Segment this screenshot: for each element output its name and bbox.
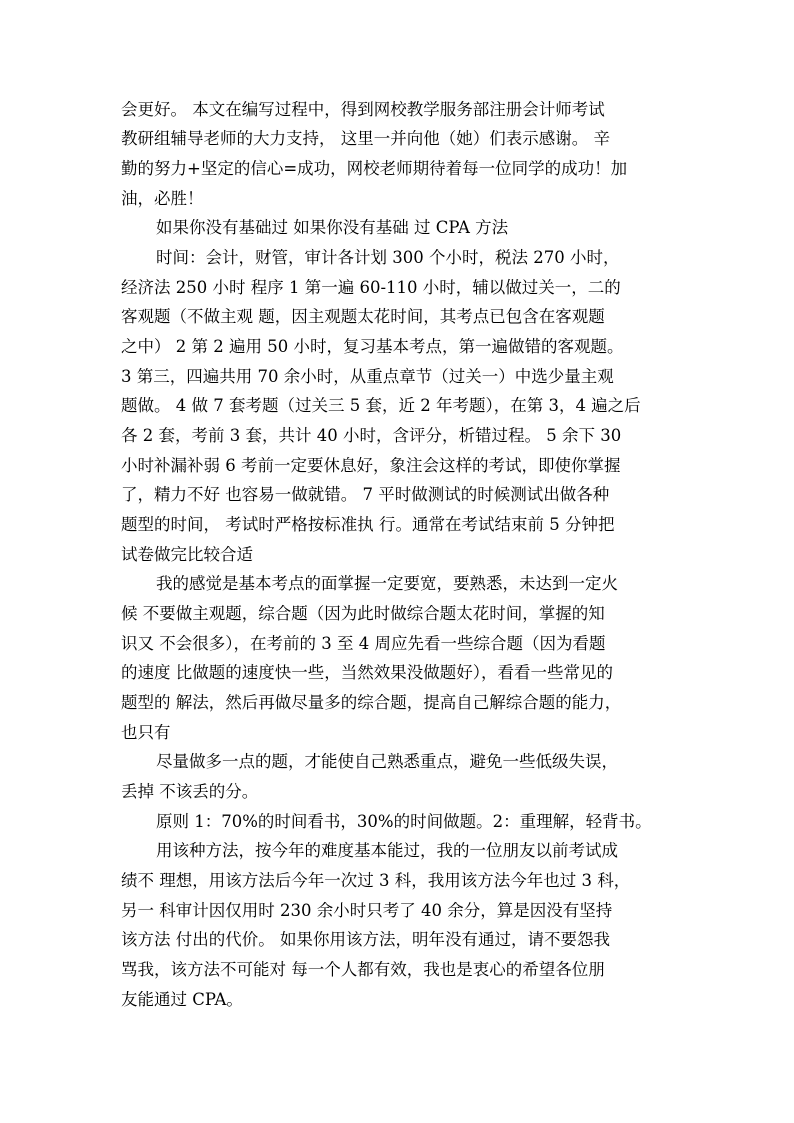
text-line: 也只有	[121, 723, 171, 742]
text-line: 教研组辅导老师的大力支持， 这里一并向他（她）们表示感谢。 辛	[121, 129, 610, 148]
text-line: 题型的时间， 考试时严格按标准执 行。通常在考试结束前 5 分钟把	[121, 515, 615, 534]
text-line: 试卷做完比较合适	[121, 545, 253, 564]
text-line: 客观题（不做主观 题，因主观题太花时间，其考点已包含在客观题	[121, 307, 605, 326]
text-line: 经济法 250 小时 程序 1 第一遍 60-110 小时，辅以做过关一，二的	[121, 278, 621, 297]
text-line: 题型的 解法，然后再做尽量多的综合题，提高自己解综合题的能力，	[121, 693, 622, 712]
text-line: 友能通过 CPA。	[121, 990, 243, 1009]
text-line: 原则 1：70%的时间看书，30%的时间做题。2：重理解，轻背书。	[156, 812, 652, 831]
text-line: 尽量做多一点的题，才能使自己熟悉重点，避免一些低级失误，	[156, 752, 618, 771]
text-line: 小时补漏补弱 6 考前一定要休息好，象注会这样的考试，即使你掌握	[121, 456, 621, 475]
text-line: 另一 科审计因仅用时 230 余小时只考了 40 余分，算是因没有坚持	[121, 901, 613, 920]
text-line: 用该种方法，按今年的难度基本能过，我的一位朋友以前考试成	[156, 841, 618, 860]
text-line: 该方法 付出的代价。 如果你用该方法，明年没有通过，请不要怨我	[121, 930, 610, 949]
text-line: 之中） 2 第 2 遍用 50 小时，复习基本考点，第一遍做错的客观题。	[121, 337, 624, 356]
text-line: 会更好。 本文在编写过程中，得到网校教学服务部注册会计师考试	[121, 100, 605, 119]
text-line: 绩不 理想，用该方法后今年一次过 3 科，我用该方法今年也过 3 科，	[121, 871, 631, 890]
text-line: 丢掉 不该丢的分。	[121, 782, 259, 801]
text-line: 时间：会计，财管，审计各计划 300 个小时，税法 270 小时，	[156, 248, 620, 267]
text-line: 勤的努力+坚定的信心=成功，网校老师期待着每一位同学的成功！加	[121, 159, 628, 178]
text-line: 题做。 4 做 7 套考题（过关三 5 套，近 2 年考题），在第 3，4 遍之后	[121, 396, 641, 415]
text-line: 了，精力不好 也容易一做就错。 7 平时做测试的时候测试出做各种	[121, 485, 610, 504]
text-line: 3 第三，四遍共用 70 余小时，从重点章节（过关一）中选少量主观	[121, 367, 614, 386]
text-line: 骂我，该方法不可能对 每一个人都有效，我也是衷心的希望各位朋	[121, 960, 605, 979]
text-line: 各 2 套，考前 3 套，共计 40 小时，含评分，析错过程。 5 余下 30	[121, 426, 622, 445]
text-line: 如果你没有基础过 如果你没有基础 过 CPA 方法	[156, 218, 509, 237]
text-line: 识又 不会很多），在考前的 3 至 4 周应先看一些综合题（因为看题	[121, 634, 606, 653]
text-line: 的速度 比做题的速度快一些，当然效果没做题好），看看一些常见的	[121, 663, 613, 682]
text-line: 我的感觉是基本考点的面掌握一定要宽，要熟悉，未达到一定火	[156, 574, 618, 593]
text-line: 油，必胜！	[121, 189, 204, 208]
text-line: 候 不要做主观题，综合题（因为此时做综合题太花时间，掌握的知	[121, 604, 605, 623]
